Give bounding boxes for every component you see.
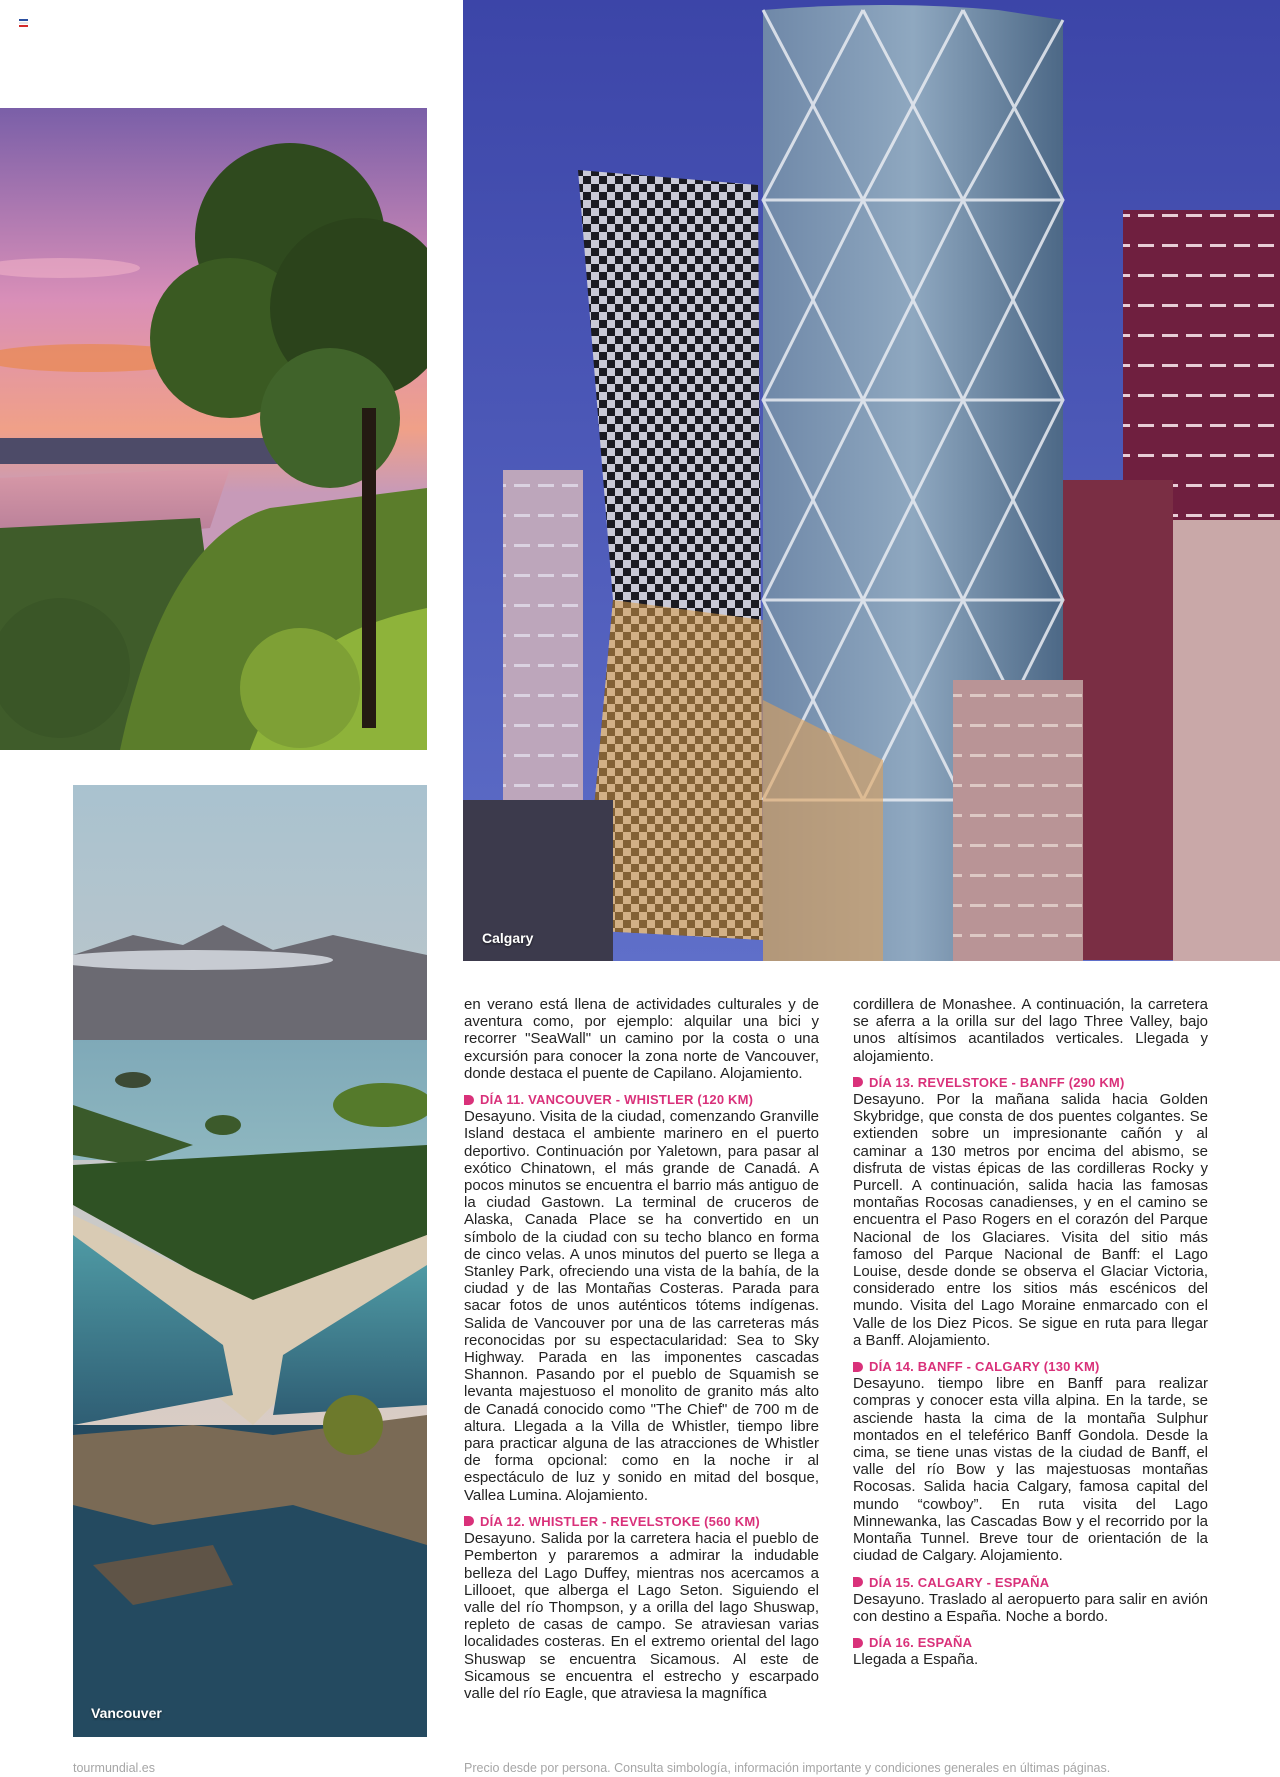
photo-caption-calgary: Calgary: [482, 930, 534, 946]
photo-calgary: [463, 0, 1280, 961]
day-13-title: DÍA 13. REVELSTOKE - BANFF (290 KM): [853, 1074, 1208, 1091]
day-marker-icon: [853, 1362, 863, 1372]
footer-site[interactable]: tourmundial.es: [73, 1761, 155, 1775]
footer-note: Precio desde por persona. Consulta simbología, información importante y condiciones generales en últimas páginas.: [464, 1761, 1111, 1775]
day-marker-icon: [853, 1077, 863, 1087]
day-11-text: Desayuno. Visita de la ciudad, comenzando Granville Island destaca el ambiente marinero en el puerto deportivo. Continuación por Yaletown, para pasar al exótico Chinatown, el más grande de Canadá. A pocos minutos se encuentra el barrio más antiguo de la ciudad Gastown. La terminal de cruceros de Alaska, Canada Place se ha convertido en un símbolo de la ciudad con su techo blanco en forma de cinco velas. A unos minutos del puerto se llega a Stanley Park, ofreciendo una vista de la bahía, de la ciudad y de las Montañas Costeras. Parada para sacar fotos de unos auténticos tótems indígenas. Salida de Vancouver por una de las carreteras más reconocidas por su espectacularidad: Sea to Sky Highway. Parada en las imponentes cascadas Shannon. Pasando por el pueblo de Squamish se levanta majestuoso el monolito de granito más alto de Canadá conocido como "The Chief" de 700 m de altura. Llegada a la Villa de Whistler, tiempo libre para practicar alguna de las atracciones de Whistler de forma opcional: como en la noche ir al espectáculo de luz y sonido en mitad del bosque, Vallea Lumina. Alojamiento.: [464, 1108, 819, 1504]
day-marker-icon: [464, 1516, 474, 1526]
photo-caption-vancouver: Vancouver: [91, 1705, 162, 1721]
day-marker-icon: [853, 1577, 863, 1587]
itinerary-column-left: [464, 996, 819, 1711]
itinerary-intro: en verano está llena de actividades culturales y de aventura como, por ejemplo: alquilar una bici y recorrer "SeaWall" un camino por la costa o una excursión para conocer la zona norte de Vancouver, donde destaca el puente de Capilano. Alojamiento.: [464, 996, 819, 1082]
day-16-text: Llegada a España.: [853, 1651, 979, 1669]
day-15-text: Desayuno. Traslado al aeropuerto para salir en avión con destino a España. Noche a bordo.: [853, 1590, 1208, 1625]
day-12-text: Desayuno. Salida por la carretera hacia el pueblo de Pemberton y pararemos a admirar la indudable belleza del Lago Duffey, mientras nos acercamos a Lillooet, que alberga el Lago Seton. Siguiendo el valle del río Thompson, y a orilla del lago Shuswap, repleto de casas de campo. Se atraviesan varias localidades costeras. En el extremo oriental del lago Shuswap se encuentra Sicamous. Al este de Sicamous se encuentra el estrecho y escarpado valle del río Eagle, que atraviesa la magnífica: [464, 1530, 819, 1702]
photo-sunset-river: [0, 108, 427, 750]
day-14-title: DÍA 14. BANFF - CALGARY (130 KM): [853, 1358, 1208, 1375]
photo-vancouver: [73, 785, 427, 1737]
day-15-title: DÍA 15. CALGARY - ESPAÑA: [853, 1574, 1208, 1591]
day-13-text: Desayuno. Por la mañana salida hacia Golden Skybridge, que consta de dos puentes colgantes. Se extienden sobre un impresionante cañón y al caminar a 130 metros por encima del abismo, se disfruta de vistas épicas de las cordilleras Rocky y Purcell. A continuación, salida hacia las famosas montañas Rocosas canadienses, y en el camino se encuentra el Paso Rogers en el corazón del Parque Nacional de los Glaciares. Visita del sitio más famoso del Parque Nacional de Banff: el Lago Louise, desde donde se observa el Glaciar Victoria, considerado entre los sitios más escénicos del mundo. Visita del Lago Moraine enmarcado con el Valle de los Diez Picos. Se sigue en ruta para llegar a Banff. Alojamiento.: [853, 1091, 1208, 1349]
day-12-continuation: cordillera de Monashee. A continuación, la carretera se aferra a la orilla sur del lago Three Valley, bajo unos altísimos acantilados verticales. Llegada y alojamiento.: [853, 996, 1208, 1065]
day-marker-icon: [464, 1095, 474, 1105]
day-16-title: DÍA 16. ESPAÑA: [853, 1634, 1208, 1651]
day-14-text: Desayuno. tiempo libre en Banff para realizar compras y conocer esta villa alpina. En la tarde, se asciende hasta la cima de la montaña Sulphur montados en el teleférico Banff Gondola. Desde la cima, se tiene unas vistas de la ciudad de Banff, el valle del río Bow y las majestuosas montañas Rocosas. Salida hacia Calgary, famosa capital del mundo “cowboy”. En ruta visita del Lago Minnewanka, las Cascadas Bow y el recorrido por la Montaña Tunnel. Breve tour de orientación de la ciudad de Calgary. Alojamiento.: [853, 1375, 1208, 1565]
itinerary-column-right: [853, 996, 1208, 1678]
day-11-title: DÍA 11. VANCOUVER - WHISTLER (120 KM): [464, 1091, 819, 1108]
flag-icon: [19, 19, 28, 27]
day-12-title: DÍA 12. WHISTLER - REVELSTOKE (560 KM): [464, 1513, 819, 1530]
day-marker-icon: [853, 1638, 863, 1648]
